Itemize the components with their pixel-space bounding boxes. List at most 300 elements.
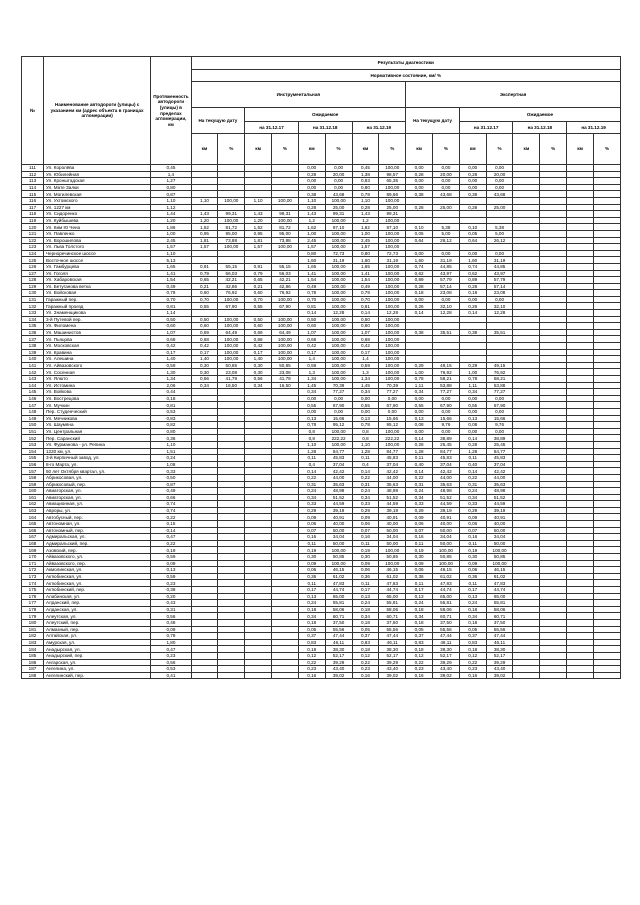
value-cell	[540, 171, 567, 178]
value-cell	[218, 428, 245, 435]
value-cell	[513, 402, 540, 409]
value-cell	[567, 534, 594, 541]
value-cell	[218, 521, 245, 528]
row-number-cell: 139	[22, 349, 44, 356]
value-cell: 50,85	[379, 554, 406, 561]
table-row	[22, 481, 621, 488]
value-cell: 12,28	[325, 310, 352, 317]
value-cell	[245, 389, 272, 396]
value-cell	[513, 303, 540, 310]
row-number-cell: 146	[22, 395, 44, 402]
value-cell: 100,00	[325, 547, 352, 554]
value-cell: 39,29	[325, 659, 352, 666]
value-cell: 0,65	[245, 277, 272, 284]
value-cell: 100,00	[272, 356, 299, 363]
value-cell: 0,06	[298, 567, 325, 574]
value-cell	[245, 408, 272, 415]
road-name-cell: Ул. Айвазовского	[43, 362, 150, 369]
value-cell: 100,00	[325, 197, 352, 204]
value-cell: 1,54	[352, 277, 379, 284]
value-cell: 1,45	[352, 382, 379, 389]
value-cell	[191, 639, 218, 646]
table-row	[22, 659, 621, 666]
value-cell: 0,00	[459, 296, 486, 303]
road-name-cell: Ул. 1227 км	[43, 204, 150, 211]
value-cell: 0,34	[298, 613, 325, 620]
value-cell	[513, 389, 540, 396]
length-cell: 0,45	[151, 165, 191, 172]
value-cell	[513, 540, 540, 547]
length-cell: 1,00	[151, 230, 191, 237]
value-cell	[567, 402, 594, 409]
table-row	[22, 395, 621, 402]
header-unit-km: км	[191, 134, 218, 165]
value-cell	[218, 547, 245, 554]
value-cell	[272, 481, 299, 488]
value-cell	[567, 501, 594, 508]
value-cell	[272, 171, 299, 178]
value-cell: 0,34	[406, 389, 433, 396]
value-cell: 67,90	[433, 402, 460, 409]
row-number-cell: 144	[22, 382, 44, 389]
row-number-cell: 163	[22, 507, 44, 514]
value-cell	[540, 237, 567, 244]
value-cell: 0,06	[352, 521, 379, 528]
value-cell: 44,74	[433, 587, 460, 594]
value-cell: 1,52	[191, 224, 218, 231]
row-number-cell: 169	[22, 547, 44, 554]
value-cell: 84,77	[433, 448, 460, 455]
value-cell: 100,00	[325, 329, 352, 336]
value-cell: 37,04	[433, 461, 460, 468]
value-cell: 0,33	[406, 501, 433, 508]
value-cell: 87,10	[379, 224, 406, 231]
value-cell: 70,39	[379, 382, 406, 389]
value-cell	[245, 652, 272, 659]
value-cell: 100,00	[272, 343, 299, 350]
value-cell	[540, 230, 567, 237]
road-name-cell: Ул. Шаумяна	[43, 422, 150, 429]
value-cell	[245, 422, 272, 429]
length-cell: 0,87	[151, 191, 191, 198]
value-cell: 0,00	[486, 428, 513, 435]
row-number-cell: 124	[22, 250, 44, 257]
value-cell	[593, 250, 620, 257]
table-row	[22, 613, 621, 620]
value-cell: 0,69	[191, 329, 218, 336]
value-cell: 0,00	[459, 408, 486, 415]
row-number-cell: 131	[22, 296, 44, 303]
road-name-cell: Ул. Льва Толстого	[43, 244, 150, 251]
value-cell	[593, 428, 620, 435]
value-cell	[540, 178, 567, 185]
road-name-cell: Алтайская, ул.	[43, 633, 150, 640]
table-row	[22, 580, 621, 587]
value-cell	[459, 197, 486, 204]
value-cell	[272, 633, 299, 640]
value-cell	[540, 547, 567, 554]
row-number-cell: 188	[22, 672, 44, 679]
value-cell	[540, 191, 567, 198]
value-cell: 0,06	[298, 521, 325, 528]
value-cell	[593, 422, 620, 429]
value-cell: 0,05	[298, 626, 325, 633]
value-cell	[540, 211, 567, 218]
value-cell: 72,73	[379, 250, 406, 257]
value-cell	[540, 349, 567, 356]
value-cell	[567, 343, 594, 350]
value-cell: 0,42	[352, 343, 379, 350]
length-cell: 0,50	[151, 316, 191, 323]
row-number-cell: 123	[22, 244, 44, 251]
value-cell: 0,13	[406, 593, 433, 600]
value-cell: 0,18	[298, 646, 325, 653]
value-cell	[245, 547, 272, 554]
length-cell: 1,4	[151, 171, 191, 178]
value-cell: 0,00	[406, 165, 433, 172]
value-cell: 1,3	[352, 369, 379, 376]
value-cell	[272, 573, 299, 580]
value-cell: 0,07	[459, 527, 486, 534]
value-cell: 53,88	[433, 382, 460, 389]
table-row	[22, 514, 621, 521]
value-cell	[433, 343, 460, 350]
value-cell	[567, 606, 594, 613]
value-cell: 100,00	[379, 283, 406, 290]
value-cell: 1,43	[245, 211, 272, 218]
value-cell: 16,50	[272, 382, 299, 389]
value-cell: 100,00	[218, 217, 245, 224]
value-cell	[513, 369, 540, 376]
value-cell	[191, 547, 218, 554]
value-cell: 1,81	[191, 237, 218, 244]
value-cell: 0,16	[459, 534, 486, 541]
value-cell: 43,40	[433, 666, 460, 673]
value-cell	[245, 474, 272, 481]
value-cell	[567, 197, 594, 204]
road-name-cell: 3-й Путевой пер.	[43, 316, 150, 323]
value-cell: 1,11	[459, 382, 486, 389]
value-cell: 0,78	[352, 191, 379, 198]
value-cell	[540, 290, 567, 297]
row-number-cell: 111	[22, 165, 44, 172]
value-cell: 1,65	[352, 263, 379, 270]
value-cell: 0,68	[191, 336, 218, 343]
value-cell	[593, 376, 620, 383]
value-cell	[245, 672, 272, 679]
header-instr-2018: на 31.12.18	[298, 122, 352, 134]
value-cell: 0,28	[298, 171, 325, 178]
row-number-cell: 120	[22, 224, 44, 231]
value-cell: 50,85	[218, 362, 245, 369]
value-cell	[218, 441, 245, 448]
value-cell: 0,38	[406, 329, 433, 336]
value-cell	[593, 527, 620, 534]
value-cell	[567, 659, 594, 666]
value-cell	[593, 587, 620, 594]
value-cell: 52,17	[433, 652, 460, 659]
length-cell: 0,22	[151, 540, 191, 547]
value-cell	[540, 316, 567, 323]
value-cell: 43,40	[486, 666, 513, 673]
row-number-cell: 151	[22, 428, 44, 435]
value-cell: 0,28	[406, 283, 433, 290]
value-cell: 0,00	[433, 428, 460, 435]
value-cell	[513, 494, 540, 501]
value-cell	[513, 257, 540, 264]
value-cell: 1,60	[406, 257, 433, 264]
value-cell	[593, 408, 620, 415]
value-cell: 42,42	[379, 468, 406, 475]
row-number-cell: 141	[22, 362, 44, 369]
value-cell: 89,66	[379, 191, 406, 198]
value-cell	[218, 554, 245, 561]
value-cell	[540, 382, 567, 389]
value-cell	[272, 527, 299, 534]
value-cell: 0,42	[298, 343, 325, 350]
value-cell: 48,98	[325, 488, 352, 495]
value-cell: 46,11	[486, 639, 513, 646]
value-cell	[245, 441, 272, 448]
value-cell	[245, 395, 272, 402]
road-name-cell: Ул. Ворошилова	[43, 237, 150, 244]
value-cell	[593, 349, 620, 356]
value-cell: 0,28	[459, 283, 486, 290]
value-cell: 0,55	[352, 402, 379, 409]
value-cell	[567, 514, 594, 521]
value-cell: 0,00	[459, 250, 486, 257]
header-instr-2019: на 31.12.19	[352, 122, 406, 134]
value-cell: 0,22	[352, 659, 379, 666]
length-cell: 0,56	[151, 613, 191, 620]
value-cell: 0,8	[352, 428, 379, 435]
length-cell: 0,20	[151, 593, 191, 600]
value-cell	[567, 600, 594, 607]
value-cell	[245, 521, 272, 528]
value-cell: 0,05	[406, 626, 433, 633]
length-cell: 0,38	[151, 587, 191, 594]
length-cell: 0,23	[151, 652, 191, 659]
value-cell	[567, 336, 594, 343]
length-cell: 0,59	[151, 362, 191, 369]
table-row	[22, 211, 621, 218]
value-cell: 58,21	[433, 376, 460, 383]
value-cell	[191, 435, 218, 442]
value-cell: 1,57	[298, 244, 325, 251]
value-cell: 0,29	[406, 362, 433, 369]
value-cell: 35,63	[486, 481, 513, 488]
road-name-cell: Восточное шоссе	[43, 257, 150, 264]
value-cell: 67,90	[486, 402, 513, 409]
value-cell: 0,60	[245, 290, 272, 297]
value-cell: 0,37	[459, 633, 486, 640]
value-cell	[567, 362, 594, 369]
value-cell	[272, 639, 299, 646]
road-name-cell: Адмиральская, ул.	[43, 534, 150, 541]
value-cell	[218, 567, 245, 574]
value-cell: 9,76	[433, 422, 460, 429]
value-cell	[513, 606, 540, 613]
value-cell: 100,00	[325, 283, 352, 290]
value-cell	[272, 580, 299, 587]
value-cell	[593, 171, 620, 178]
value-cell	[540, 652, 567, 659]
value-cell: 45,83	[433, 455, 460, 462]
value-cell: 0,13	[459, 415, 486, 422]
value-cell: 53,88	[486, 382, 513, 389]
value-cell	[593, 600, 620, 607]
value-cell: 39,29	[433, 659, 460, 666]
value-cell: 100,00	[272, 323, 299, 330]
value-cell	[593, 501, 620, 508]
value-cell: 34,04	[379, 534, 406, 541]
value-cell: 20,00	[325, 171, 352, 178]
row-number-cell: 160	[22, 488, 44, 495]
value-cell: 0,24	[459, 600, 486, 607]
value-cell: 100,00	[433, 547, 460, 554]
value-cell	[191, 428, 218, 435]
length-cell: 1,80	[151, 639, 191, 646]
length-cell: 0,83	[151, 415, 191, 422]
value-cell: 100,00	[379, 369, 406, 376]
value-cell: 0,00	[433, 296, 460, 303]
value-cell: 0,34	[459, 389, 486, 396]
value-cell	[218, 488, 245, 495]
table-row	[22, 646, 621, 653]
value-cell	[540, 402, 567, 409]
value-cell: 0,78	[298, 290, 325, 297]
value-cell: 0,81	[352, 303, 379, 310]
value-cell	[567, 488, 594, 495]
value-cell	[540, 527, 567, 534]
value-cell: 1,45	[298, 382, 325, 389]
table-row	[22, 349, 621, 356]
length-cell: 0,49	[151, 488, 191, 495]
value-cell: 0,83	[459, 639, 486, 646]
value-cell: 0,09	[459, 560, 486, 567]
value-cell	[593, 257, 620, 264]
value-cell	[191, 488, 218, 495]
road-name-cell: Алмазный, пер.	[43, 626, 150, 633]
value-cell: 0,34	[406, 613, 433, 620]
value-cell	[567, 507, 594, 514]
length-cell: 0,36	[151, 435, 191, 442]
value-cell: 0,10	[459, 224, 486, 231]
value-cell: 0,91	[245, 263, 272, 270]
value-cell	[513, 217, 540, 224]
value-cell: 100,00	[379, 560, 406, 567]
value-cell: 100,00	[379, 356, 406, 363]
value-cell: 100,00	[325, 441, 352, 448]
value-cell	[513, 290, 540, 297]
value-cell	[540, 323, 567, 330]
row-number-cell: 147	[22, 402, 44, 409]
value-cell: 0,31	[406, 481, 433, 488]
road-name-cell: Актюбинская, ул.	[43, 580, 150, 587]
value-cell: 0,18	[459, 619, 486, 626]
value-cell: 47,83	[379, 580, 406, 587]
length-cell: 0,41	[151, 672, 191, 679]
value-cell: 0,22	[459, 474, 486, 481]
value-cell	[593, 639, 620, 646]
value-cell: 0,17	[352, 349, 379, 356]
value-cell: 0,00	[433, 250, 460, 257]
value-cell	[540, 639, 567, 646]
length-cell: 1,20	[151, 217, 191, 224]
value-cell: 15,66	[486, 415, 513, 422]
value-cell	[272, 672, 299, 679]
value-cell: 84,77	[486, 448, 513, 455]
row-number-cell: 148	[22, 408, 44, 415]
road-name-cell: Айвазовского, пер.	[43, 560, 150, 567]
value-cell: 35,51	[433, 329, 460, 336]
value-cell: 0,00	[352, 408, 379, 415]
value-cell: 222,22	[325, 435, 352, 442]
value-cell: 40,91	[379, 514, 406, 521]
value-cell: 100,00	[379, 349, 406, 356]
value-cell: 100,00	[379, 165, 406, 172]
table-row	[22, 402, 621, 409]
value-cell: 15,66	[433, 415, 460, 422]
value-cell: 0,00	[433, 408, 460, 415]
value-cell: 0,18	[352, 606, 379, 613]
row-number-cell: 173	[22, 573, 44, 580]
value-cell: 2,45	[298, 237, 325, 244]
value-cell: 0,38	[459, 191, 486, 198]
value-cell: 35,63	[379, 481, 406, 488]
value-cell: 100,00	[379, 263, 406, 270]
value-cell	[272, 534, 299, 541]
value-cell: 1,62	[298, 224, 325, 231]
value-cell	[486, 211, 513, 218]
value-cell	[218, 514, 245, 521]
value-cell: 40,91	[325, 514, 352, 521]
value-cell	[406, 349, 433, 356]
value-cell	[567, 369, 594, 376]
value-cell	[513, 573, 540, 580]
value-cell: 100,00	[325, 316, 352, 323]
length-cell: 0,15	[151, 521, 191, 528]
header-exp-2017: на 31.12.17	[459, 122, 513, 134]
value-cell: 0,10	[406, 224, 433, 231]
value-cell	[513, 178, 540, 185]
length-cell: 1,08	[151, 461, 191, 468]
value-cell	[567, 165, 594, 172]
road-name-cell: Амурская, ул.	[43, 639, 150, 646]
value-cell: 0,28	[298, 204, 325, 211]
value-cell	[513, 600, 540, 607]
value-cell: 0,29	[459, 507, 486, 514]
value-cell: 0,4	[352, 461, 379, 468]
value-cell: 100,00	[218, 336, 245, 343]
value-cell: 0,28	[406, 441, 433, 448]
value-cell	[218, 422, 245, 429]
value-cell: 99,31	[325, 211, 352, 218]
value-cell: 0,16	[406, 534, 433, 541]
value-cell	[272, 593, 299, 600]
value-cell: 0,56	[191, 376, 218, 383]
value-cell: 0,05	[406, 230, 433, 237]
value-cell: 76,92	[433, 369, 460, 376]
value-cell: 0,00	[459, 184, 486, 191]
value-cell: 50,85	[433, 554, 460, 561]
value-cell	[567, 540, 594, 547]
value-cell: 39,19	[379, 507, 406, 514]
table-row	[22, 527, 621, 534]
value-cell: 1,60	[459, 257, 486, 264]
length-cell: 2,06	[151, 382, 191, 389]
row-number-cell: 127	[22, 270, 44, 277]
